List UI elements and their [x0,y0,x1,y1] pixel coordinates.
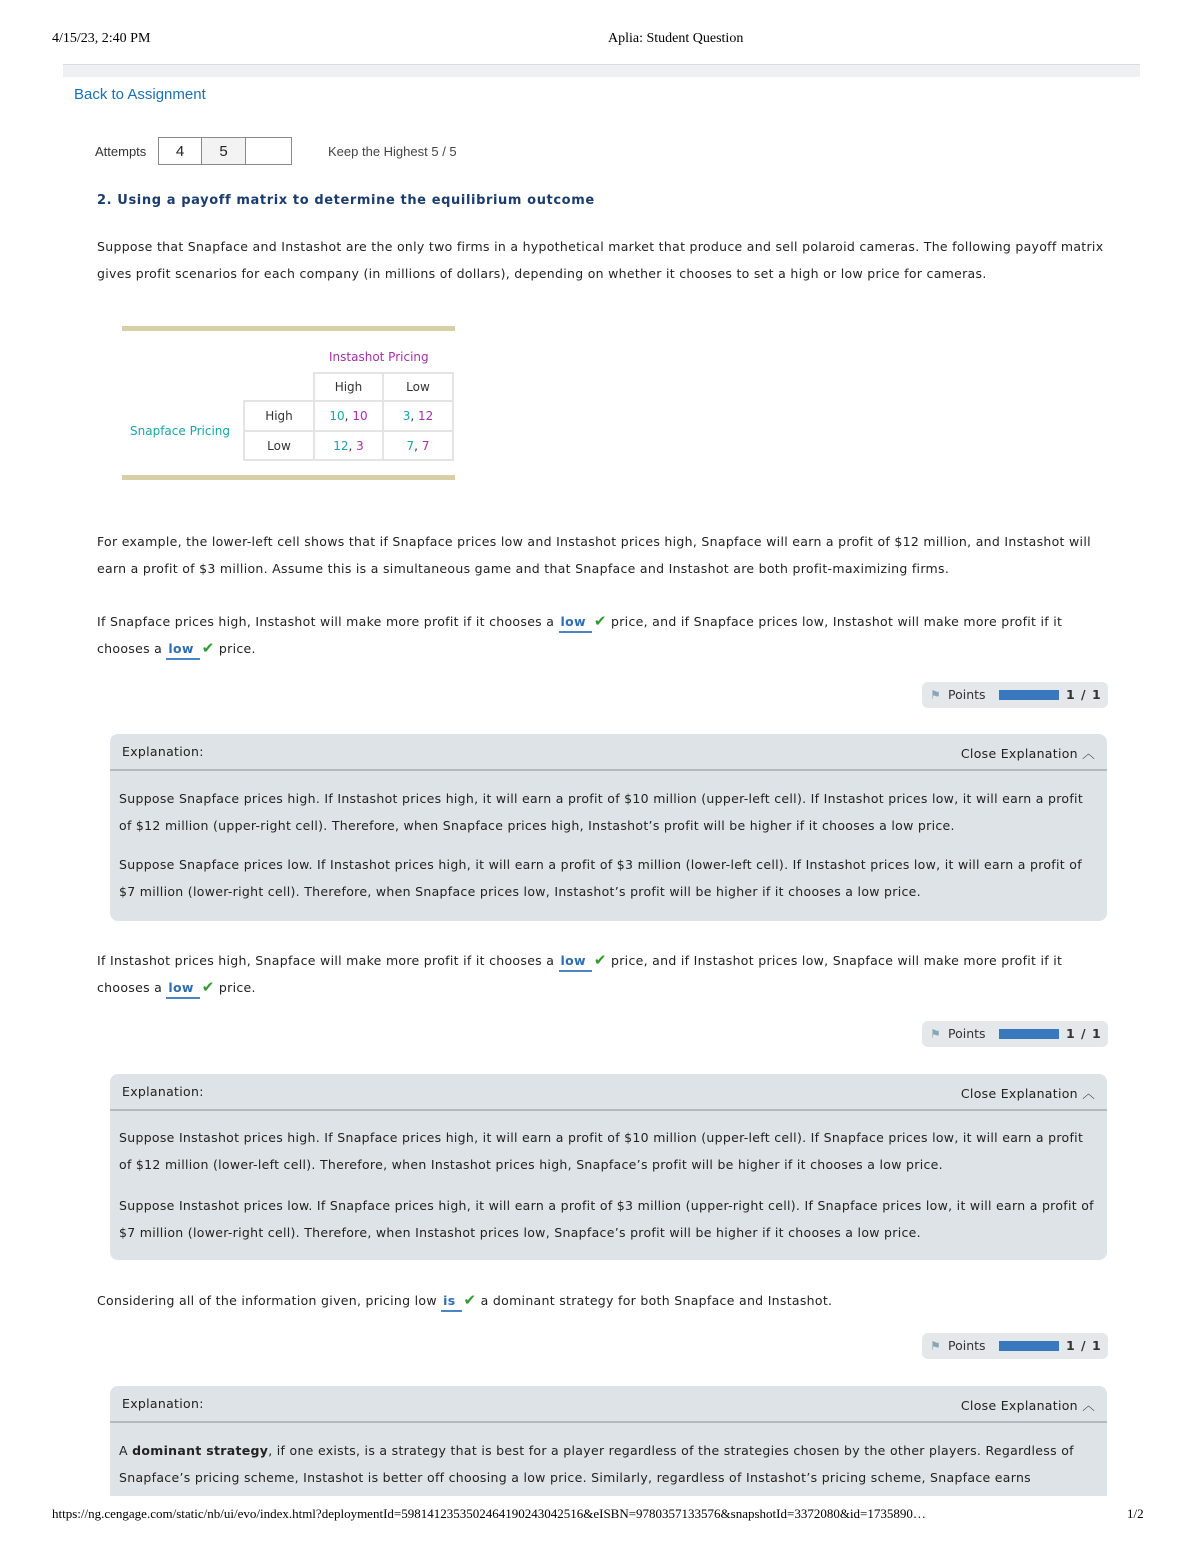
matrix-bottom-bar [122,475,455,480]
flag-icon[interactable]: ⚑ [930,1027,941,1041]
close-explanation-button[interactable]: Close Explanation ︿ [960,1086,1095,1101]
part1-answer1-select[interactable]: low [559,613,592,633]
part3-explanation [110,1386,1107,1496]
explanation-header [110,1074,1107,1111]
part2-points [922,1021,1108,1047]
part2-explanation [110,1074,1107,1260]
part1-post: price. [218,641,256,656]
chevron-up-icon: ︿ [1082,1086,1095,1101]
part1-explanation [110,734,1107,921]
print-footer-url: https://ng.cengage.com/static/nb/ui/evo/index.html?deploymentId=5981412353502464190243042516&eISBN=9780357133576&snapshotId=3372080&id=1735890… [52,1506,926,1521]
flag-icon[interactable]: ⚑ [930,688,941,702]
part2-pre: If Instashot prices high, Snapface will make more profit if it chooses a [97,953,555,968]
points-label: Points [948,687,986,702]
chevron-up-icon: ︿ [1082,1398,1095,1413]
matrix-top-bar [122,326,455,331]
row-header-high: High [243,400,315,432]
attempts-label: Attempts [95,144,147,159]
example-paragraph: For example, the lower-left cell shows that if Snapface prices low and Instashot prices high, Snapface will earn a profit of $12 million, and Instashot will earn a profit of $3 million. Assume this is a simultaneous game and that Snapface and Instashot are both profit-maximizing firms. [97,534,1091,576]
col-header-low: Low [382,372,454,402]
check-icon: ✔ [463,1291,477,1309]
back-to-assignment-link[interactable]: Back to Assignment [74,86,206,103]
part1-points [922,682,1108,708]
close-explanation-button[interactable]: Close Explanation ︿ [960,1398,1095,1413]
close-explanation-button[interactable]: Close Explanation ︿ [960,746,1095,761]
snapface-payoff: 7 [406,439,415,453]
explanation-paragraph-1: A dominant strategy, if one exists, is a strategy that is best for a player regardless of the strategies chosen by the other players. Regardless of Snapface’s pricing scheme, Instashot is better off choosing a low price. Similarly, regardless of Instashot’s pricing scheme, Snapface earns [119,1443,1074,1485]
explanation-paragraph-2: Suppose Instashot prices low. If Snapface prices high, it will earn a profit of $3 million (upper-right cell). If Snapface prices low, it will earn a profit of $7 million (lower-right cell). Therefore, when Instashot prices low, Snapface’s profit will be higher if it chooses a low price. [119,1198,1094,1240]
part2-answer1-select[interactable]: low [559,952,592,972]
part3-pre: Considering all of the information given, pricing low [97,1293,437,1308]
question-intro: Suppose that Snapface and Instashot are the only two firms in a hypothetical market that produce and sell polaroid cameras. The following payoff matrix gives profit scenarios for each company (in millions of dollars), depending on whether it chooses to set a high or low price for cameras. [97,239,1104,281]
payoff-cell-high-high: 10, 10 [313,400,384,432]
part3-points [922,1333,1108,1359]
part1-pre: If Snapface prices high, Instashot will make more profit if it chooses a [97,614,555,629]
part3-post: a dominant strategy for both Snapface and Instashot. [480,1293,833,1308]
attempt-box-1[interactable]: 4 [158,137,202,165]
print-footer-page: 1/2 [1127,1506,1144,1521]
top-toolbar [63,64,1140,77]
points-bar [999,1029,1059,1039]
part1-answer2-select[interactable]: low [166,640,199,660]
snapface-payoff: 12 [333,439,349,453]
chevron-up-icon: ︿ [1082,746,1095,761]
points-label: Points [948,1026,986,1041]
question-title: 2. Using a payoff matrix to determine the equilibrium outcome [97,193,595,208]
explanation-label: Explanation: [122,744,204,759]
keep-highest-text: Keep the Highest 5 / 5 [328,144,457,159]
attempt-box-3[interactable] [246,137,292,165]
part3-question [97,1287,1107,1314]
check-icon: ✔ [593,951,607,969]
part2-post: price. [218,980,256,995]
check-icon: ✔ [201,639,215,657]
points-bar [999,1341,1059,1351]
instashot-payoff: 3 [356,439,364,453]
payoff-cell-high-low: 3, 12 [382,400,454,432]
explanation-label: Explanation: [122,1084,204,1099]
part3-answer-select[interactable]: is [441,1292,461,1312]
explanation-paragraph-2: Suppose Snapface prices low. If Instashot prices high, it will earn a profit of $3 million (lower-left cell). If Instashot prices low, it will earn a profit of $7 million (lower-right cell). Therefore, when Snapface prices low, Instashot’s profit will be higher if it chooses a low price. [119,857,1082,899]
print-datetime: 4/15/23, 2:40 PM [52,31,151,46]
part1-mid: price, and if Snapface prices low, Instashot will make more profit if it chooses a [97,614,1063,656]
payoff-cell-low-high: 12, 3 [313,430,384,461]
explanation-label: Explanation: [122,1396,204,1411]
attempt-box-2[interactable]: 5 [202,137,246,165]
row-header-low: Low [243,430,315,461]
explanation-header [110,1386,1107,1423]
snapface-payoff: 10 [329,409,345,423]
points-label: Points [948,1338,986,1353]
dominant-strategy-term: dominant strategy [132,1443,269,1458]
snapface-payoff: 3 [402,409,411,423]
part1-question [97,608,1107,662]
explanation-header [110,734,1107,771]
check-icon: ✔ [201,978,215,996]
flag-icon[interactable]: ⚑ [930,1339,941,1353]
points-value: 1 / 1 [1066,1026,1102,1041]
print-page-title: Aplia: Student Question [608,31,744,46]
check-icon: ✔ [593,612,607,630]
points-value: 1 / 1 [1066,687,1102,702]
instashot-payoff: 10 [352,409,368,423]
instashot-pricing-label: Instashot Pricing [329,350,429,364]
part2-answer2-select[interactable]: low [166,979,199,999]
part2-question [97,947,1107,1001]
explanation-paragraph-1: Suppose Snapface prices high. If Instashot prices high, it will earn a profit of $10 million (upper-left cell). If Instashot prices low, it will earn a profit of $12 million (upper-right cell). Therefore, when Snapface prices high, Instashot’s profit will be higher if it chooses a low price. [119,791,1084,833]
instashot-payoff: 7 [421,439,430,453]
payoff-cell-low-low: 7, 7 [382,430,454,461]
explanation-paragraph-1: Suppose Instashot prices high. If Snapface prices high, it will earn a profit of $10 million (upper-left cell). If Snapface prices low, it will earn a profit of $12 million (lower-left cell). Therefore, when Instashot prices high, Snapface’s profit will be higher if it chooses a low price. [119,1130,1084,1172]
part2-mid: price, and if Instashot prices low, Snapface will make more profit if it chooses a [97,953,1063,995]
instashot-payoff: 12 [418,409,434,423]
snapface-pricing-label: Snapface Pricing [130,424,231,438]
points-bar [999,690,1059,700]
points-value: 1 / 1 [1066,1338,1102,1353]
col-header-high: High [313,372,384,402]
